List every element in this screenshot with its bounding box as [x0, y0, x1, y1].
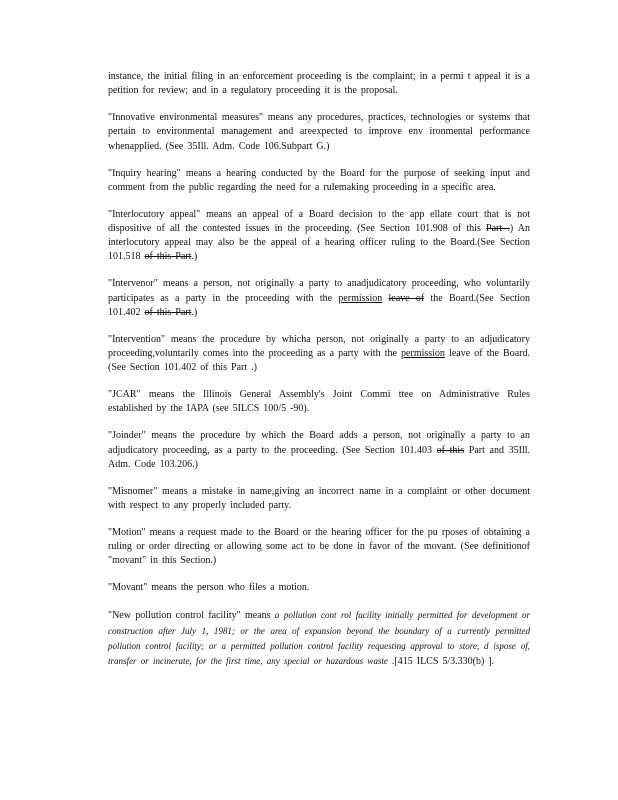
paragraph-text: "Movant" means the person who files a motion.: [108, 582, 310, 594]
paragraph-text: "Joinder" means the procedure by which the Board adds a person, not originally a party to an adjudicatory proceeding, as a party to the proceeding. (See Section 101.403: [108, 430, 530, 456]
paragraph-text: "Innovative environmental measures" means any procedures, practices, technologies or systems that pertain to environmental management and areexpected to improve env ironmental performance whenapplied. (See 35Ill. Adm. Code 106.Subpart G.): [108, 112, 530, 152]
citation-text: .[415 ILCS 5/3.330(b) ].: [387, 656, 495, 668]
definition-jcar: [108, 388, 530, 416]
definition-interlocutory-appeal: [108, 208, 530, 265]
definition-joinder: [108, 429, 530, 472]
paragraph-text: "New pollution control facility" means: [108, 610, 275, 622]
definition-misnomer: [108, 485, 530, 513]
statutory-quote-text: a pollution cont rol facility initially permitted for development or construction after July 1, 1981; or the area of expansion beyond the boundary of a currently permitted pollution control facility; or a permitted pollution control facility requesting approval to store, d ispose of, transfer or incinerate, for the first time, any special or hazardous waste: [108, 610, 530, 667]
paragraph-text: .): [191, 251, 198, 263]
paragraph-text: "Intervention" means the procedure by whicha person, not originally a party to an adjudicatory proceeding,voluntarily comes into the proceeding as a party with the: [108, 333, 530, 360]
definition-inquiry-hearing: [108, 167, 530, 195]
underlined-text: permission: [401, 348, 445, 360]
paragraph-text: ) An interlocutory appeal may also be the appeal of a hearing officer ruling to the Board.(See Section 101.518: [108, 223, 531, 263]
struck-text: of this Part: [144, 306, 192, 318]
struck-text: of this Part: [144, 251, 192, 263]
paragraph-text: leave of the Board. (See Section 101.402 of this Part .): [108, 348, 530, 374]
paragraph-text: "Inquiry hearing" means a hearing conducted by the Board for the purpose of seeking input and comment from the public regarding the need for a rulemaking proceeding in a specific area.: [108, 167, 530, 193]
struck-text: of this: [436, 444, 465, 456]
struck-text: leave of: [388, 292, 425, 304]
paragraph-text: .): [191, 306, 198, 318]
definition-motion: [108, 526, 530, 569]
paragraph-text: Part and 35Ill. Adm. Code 103.206.): [108, 444, 531, 470]
paragraph-text: "Misnomer" means a mistake in name,giving an incorrect name in a complaint or other document with respect to any properly included party.: [108, 485, 530, 512]
definition-innovative-environmental-measures: [108, 111, 530, 154]
definition-intervenor: [108, 277, 530, 320]
definition-paragraph-continued: [108, 70, 530, 98]
paragraph-text: the Board.(See Section 101.402: [108, 292, 530, 318]
paragraph-text: "Motion" means a request made to the Board or the hearing officer for the pu rposes of obtaining a ruling or order directing or allowing some act to be done in favor of the movant. (See definitionof "movant" in this Section.): [108, 527, 530, 567]
struck-text: Part .: [486, 223, 510, 235]
definition-movant: [108, 581, 530, 595]
definition-new-pollution-control-facility: [108, 608, 530, 669]
definition-intervention: [108, 333, 530, 376]
paragraph-text: instance, the initial filing in an enforcement proceeding is the complaint; in a permi t appeal it is a petition for review; and in a regulatory proceeding it is the proposal.: [108, 71, 530, 97]
underlined-text: permission: [338, 292, 383, 304]
paragraph-text: "Intervenor" means a person, not originally a party to anadjudicatory proceeding, who voluntarily participates as a party in the proceeding with the: [108, 278, 530, 304]
paragraph-text: "Interlocutory appeal" means an appeal of a Board decision to the app ellate court that is not dispositive of all the contested issues in the proceeding. (See Section 101.908 of this: [108, 208, 530, 235]
paragraph-text: "JCAR" means the Illinois General Assembly's Joint Commi ttee on Administrative Rules established by the IAPA (see 5ILCS 100/5 -90).: [108, 389, 530, 415]
